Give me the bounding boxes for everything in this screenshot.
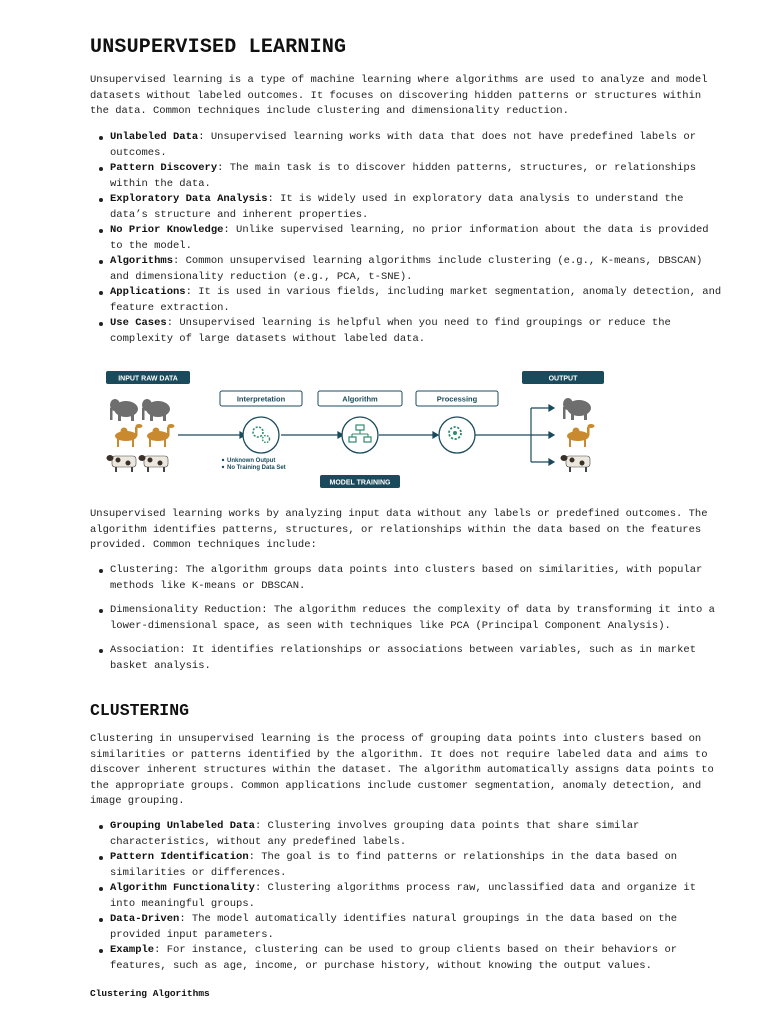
processing-gear-icon: [439, 417, 475, 453]
list-item: Pattern Identification: The goal is to find patterns or relationships in the data based on similarities or differences.: [110, 850, 726, 881]
list-item: Exploratory Data Analysis: It is widely used in exploratory data analysis to understand the data’s structure and inherent properties.: [110, 192, 726, 223]
input-label: INPUT RAW DATA: [118, 375, 178, 383]
stage-processing: Processing: [436, 394, 478, 404]
cow-icon: [561, 455, 591, 472]
list-item: Applications: It is used in various fields, including market segmentation, anomaly detection, and feature extraction.: [110, 285, 726, 316]
list-item: Use Cases: Unsupervised learning is helpful when you need to find groupings or reduce the complexity of large datasets without labeled data.: [110, 316, 726, 347]
clustering-algorithms-heading: Clustering Algorithms: [90, 988, 210, 999]
list-item: Clustering: The algorithm groups data points into clusters based on similarities, with popular methods like K-means or DBSCAN.: [110, 563, 726, 594]
camel-icon: [147, 424, 175, 447]
clustering-points-list: [90, 819, 726, 974]
list-item: Unlabeled Data: Unsupervised learning works with data that does not have predefined labels or outcomes.: [110, 130, 726, 161]
list-item: Data-Driven: The model automatically identifies natural groupings in the data based on the provided input parameters.: [110, 912, 726, 943]
elephant-icon: [563, 398, 591, 420]
camel-icon: [567, 424, 595, 447]
how-it-works-paragraph: Unsupervised learning works by analyzing input data without any labels or predefined outcomes. The algorithm identifies patterns, structures, or relationships within the data based on the features provided. Common techniques include:: [90, 508, 708, 551]
list-item: Algorithms: Common unsupervised learning algorithms include clustering (e.g., K-means, DBSCAN) and dimensionality reduction (e.g., PCA, t-SNE).: [110, 254, 726, 285]
elephant-icon: [142, 399, 170, 421]
list-item: Grouping Unlabeled Data: Clustering involves grouping data points that share similar characteristics, without any predefined labels.: [110, 819, 726, 850]
output-label: OUTPUT: [548, 375, 578, 383]
elephant-icon: [110, 399, 138, 421]
list-item: Association: It identifies relationships or associations between variables, such as in market basket analysis.: [110, 643, 726, 674]
clustering-intro-paragraph: Clustering in unsupervised learning is the process of grouping data points into clusters based on similarities or patterns identified by the algorithm. It does not require labeled data and aims to discover inherent structures within the dataset. The algorithm automatically assigns data points to the appropriate groups. Common applications include customer segmentation, anomaly detection, and image grouping.: [90, 733, 714, 807]
techniques-list: [90, 563, 726, 683]
list-item: No Prior Knowledge: Unlike supervised learning, no prior information about the data is provided to the model.: [110, 223, 726, 254]
intro-paragraph: Unsupervised learning is a type of machine learning where algorithms are used to analyze and model datasets without labeled outcomes. It focuses on discovering hidden patterns or structures within the data. Common techniques include clustering and dimensionality reduction.: [90, 74, 708, 117]
interpretation-gear-icon: [243, 417, 279, 453]
cow-icon: [107, 455, 137, 472]
stage-algorithm: Algorithm: [342, 394, 378, 404]
unsupervised-learning-diagram: [106, 368, 616, 494]
list-item: Dimensionality Reduction: The algorithm reduces the complexity of data by transforming it into a lower-dimensional space, as seen with techniques like PCA (Principal Component Analysis).: [110, 603, 726, 634]
model-training-label: MODEL TRAINING: [329, 479, 391, 487]
list-item: Algorithm Functionality: Clustering algorithms process raw, unclassified data and organize it into meaningful groups.: [110, 881, 726, 912]
clustering-heading: CLUSTERING: [90, 701, 190, 720]
features-list: [90, 130, 726, 347]
algorithm-flowchart-icon: [342, 417, 378, 453]
note-no-training-data: No Training Data Set: [227, 465, 286, 471]
page-title: UNSUPERVISED LEARNING: [90, 36, 347, 59]
stage-interpretation: Interpretation: [236, 394, 286, 404]
cow-icon: [139, 455, 169, 472]
list-item: Example: For instance, clustering can be used to group clients based on their behaviors or features, such as age, income, or purchase history, without knowing the output values.: [110, 943, 726, 974]
camel-icon: [115, 424, 143, 447]
note-unknown-output: Unknown Output: [227, 458, 276, 464]
list-item: Pattern Discovery: The main task is to discover hidden patterns, structures, or relationships within the data.: [110, 161, 726, 192]
